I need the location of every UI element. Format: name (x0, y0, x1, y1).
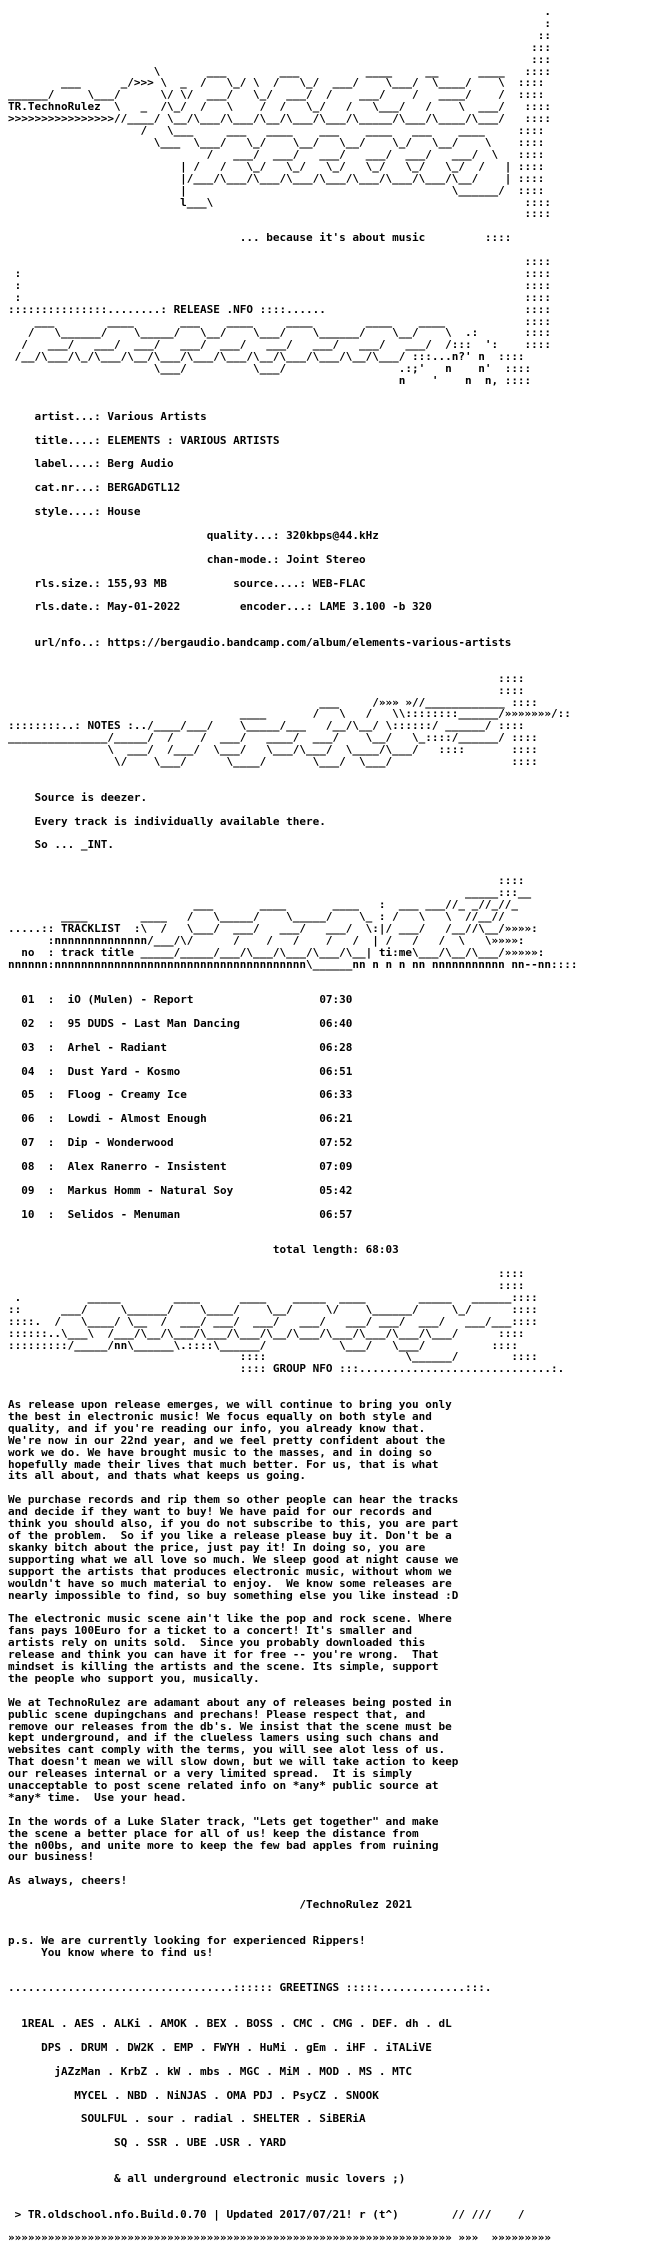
greetings-header: ..................................:::::: GREETINGS :::::.............:::. (8, 1981, 492, 1995)
greetings-line: SOULFUL . sour . radial . SHELTER . SiBERiA (8, 2112, 366, 2126)
track-row: 02 : 95 DUDS - Last Man Dancing 06:40 (21, 1017, 353, 1031)
greetings-line: 1REAL . AES . ALKi . AMOK . BEX . BOSS . CMC . CMG . DEF. dh . dL (8, 2017, 452, 2031)
greetings-line: jAZzMan . KrbZ . kW . mbs . MGC . MiM . MOD . MS . MTC (8, 2064, 412, 2078)
group-paragraph: In the words of a Luke Slater track, "Lets get together" and make the scene a better place for all of us! keep the distance from the n00bs, and unite more to keep the few bad apples from ruining our business! (8, 1814, 439, 1864)
greetings-line: MYCEL . NBD . NiNJAS . OMA PDJ . PsyCZ . SNOOK (8, 2088, 379, 2102)
track-row: 04 : Dust Yard - Kosmo 06:51 (21, 1064, 353, 1078)
track-title: Dip - Wonderwood (67, 1136, 174, 1150)
release-url-link[interactable]: https://bergaudio.bandcamp.com/album/elements-various-artists (107, 636, 512, 650)
group-paragraph: As release upon release emerges, we will continue to bring you only the best in electronic music! We focus equally on both style and quality, and if you're reading our info, you already know that. We're now in our 22nd year, and we feel pretty confident about the work we do. We have brought music to the masses, and in doing so hopefully made their lives that much better. For us, that is what its all about, and thats what keeps us going. (8, 1398, 452, 1483)
track-row: 10 : Selidos - Menuman 06:57 (21, 1207, 353, 1221)
track-row: 01 : iO (Mulen) - Report 07:30 (21, 993, 353, 1007)
nfo-document (8, 6, 578, 2244)
field-url: url/nfo..: https://bergaudio.bandcamp.com/album/elements-various-artists (34, 636, 512, 650)
track-time: 06:40 (319, 1017, 353, 1031)
track-title: Alex Ranerro - Insistent (67, 1159, 227, 1173)
release-section-art: :::: : :::: : :::: : :::: :::::::::::::::........: RELEASE .NFO ::::...... :::: ___ ____ ___ ____ ____ ____ ____ :::: / \______/ \_____/ \__/ \___/ \______/ \__/ \ .: :::: / ___/ ___/ ___/ ___/ ___/ ___/ ___/ ___/ ___/ /::: ': :::: /__/\___/\_/\___/\__/\___/\___/\___/\__/\___/\___/\__/\___/ :::...n?' n :::: \___/ \___/ .:;' n n' :::: n ' n n, :::: (8, 255, 552, 388)
track-time: 07:09 (319, 1159, 353, 1173)
track-row: 09 : Markus Homm - Natural Soy 05:42 (21, 1183, 353, 1197)
group-section-art: :::: :::: . _____ ____ ____ _____ ____ _____ ______:::: :: ___/ \______/ \____/ \__/ \/ \______/ \_/ :::: ::::. / \____/ \__ / ___/ ___/ ___/ ___/ ___/ ___/ ___/ ___/___:::: ::::::..\___\ /___/\__/\___/\___/\___/\__/\___/\___/\___/\___/\___/ :::: :::::::::/_____/nn\______\.::::\______/ \___/ \___/ :::: :::: \______/ :::: :::: GROUP NFO :::.............................:. (8, 1267, 565, 1376)
footer-bar: »»»»»»»»»»»»»»»»»»»»»»»»»»»»»»»»»»»»»»»»»»»»»»»»»»»»»»»»»»»»»»»»»»» »»» »»»»»»»»» (8, 2231, 552, 2244)
track-title: Markus Homm - Natural Soy (67, 1183, 234, 1197)
track-time: 06:57 (319, 1207, 353, 1221)
field-source: rls.size.: 155,93 MB source....: WEB-FLAC (34, 576, 366, 590)
tagline: ... because it's about music :::: (8, 231, 512, 245)
ps-note: p.s. We are currently looking for experienced Rippers! You know where to find us! (8, 1933, 366, 1959)
greetings-line: SQ . SSR . UBE .USR . YARD (8, 2136, 287, 2150)
tracklist-section-art: :::: _____:::__ ___ ____ ____ : ___ ___//_ _//_//_ ____ ____ / \_____/ \_____/ \_ : / \ \ //__// .....:: TRACKLIST :\ / \___/ ___/ ___/ ___/ \:|/ ___/ /__//\__/»»»»: :nnnnnnnnnnnnnn/___/\/ / / / / / | / / / \ \»»»»: no : track title _____/_____/___/\___/\___/\___/\__| ti:me\___/\__/\___/»»»»»: nnnnnn:nnnnnnnnnnnnnnnnnnnnnnnnnnnnnnnnnnnnnn\______nn n n n nn nnnnnnnnnnn nn--nn:::: (8, 874, 578, 971)
field-chan-mode: chan-mode.: Joint Stereo (206, 552, 366, 566)
field-encoder: rls.date.: May-01-2022 encoder...: LAME 3.100 -b 320 (34, 600, 432, 614)
total-length: total length: 68:03 (272, 1243, 399, 1257)
track-row: 08 : Alex Ranerro - Insistent 07:09 (21, 1159, 353, 1173)
track-time: 07:52 (319, 1136, 353, 1150)
field-catnr: cat.nr...: BERGADGTL12 (34, 481, 181, 495)
notes-line: Every track is individually available there. (34, 814, 326, 828)
track-title: Arhel - Radiant (67, 1040, 167, 1054)
field-quality: quality...: 320kbps@44.kHz (206, 528, 379, 542)
track-time: 06:21 (319, 1112, 353, 1126)
track-time: 05:42 (319, 1183, 353, 1197)
group-paragraph: We purchase records and rip them so other people can hear the tracks and decide if they want to buy! We have paid for our records and think you should also, if you do not subscribe to this, you are part of the problem. So if you like a release please buy it. Don't be a skanky bitch about the price, just pay it! In doing so, you are supporting what we all love so much. We sleep good at night cause we support the artists that produces electronic music, without whom we wouldn't have so much material to enjoy. We know some releases are nearly impossible to find, so buy something else you like instead :D (8, 1493, 459, 1602)
track-number: 06 (21, 1112, 35, 1126)
track-number: 01 (21, 993, 35, 1007)
greetings-outro: & all underground electronic music lovers ;) (113, 2171, 406, 2185)
field-artist: artist...: Various Artists (34, 409, 207, 423)
track-row: 03 : Arhel - Radiant 06:28 (21, 1040, 353, 1054)
track-title: Floog - Creamy Ice (67, 1088, 187, 1102)
track-time: 06:33 (319, 1088, 353, 1102)
header-logo-art: . : :: ::: ::: \ ___ ___ ____ __ ____ :::: ___ _/>>> \ _ / \_/ \ / \_/ ___/ \___/ \____/ \ :::: ______/ \___/ \/ \/ ___/ \_/ ___/ / ___/ / ____/ / :::: TR.TechnoRulez \ _ /\_/ / \ / / \_/ / \___/ / \ ___/ :::: >>>>>>>>>>>>>>>>//____/ \__/\___/\___/\__/\___/\___/\_____/\___/\____/\___/ :::: / \___ ___ ____ ___ ____ ___ ____ :::: \___ \___/ \_/ \__/ \__/ \_/ \__/ \ :::: / ___/ ___/ ___/ ___/ ___/ ___/ \ :::: | / / \_/ \_/ \_/ \_/ \_/ \_/ / | :::: |/___/\___/\___/\___/\___/\___/\___/\___/\__/ | :::: | \______/ :::: l___\ :::: :::: (8, 5, 552, 221)
footer-line: > TR.oldschool.nfo.Build.0.70 | Updated 2017/07/21! r (t^) // /// / (8, 2207, 525, 2221)
track-title: iO (Mulen) - Report (67, 993, 194, 1007)
field-label: label....: Berg Audio (34, 457, 174, 471)
group-paragraph: We at TechnoRulez are adamant about any of releases being posted in public scene dupingchans and prechans! Please respect that, and remove our releases from the db's. We insist that the scene must be kept underground, and if the clueless lamers using such chans and websites cant comply with the terms, you will see alot less of us. That doesn't mean we will slow down, but we will take action to keep our releases internal or a very limited spread. It is simply unacceptable to post scene related info on *any* public source at *any* time. Use your head. (8, 1695, 459, 1804)
field-title: title....: ELEMENTS : VARIOUS ARTISTS (34, 433, 280, 447)
track-number: 02 (21, 1017, 35, 1031)
track-number: 09 (21, 1183, 35, 1197)
track-number: 03 (21, 1040, 35, 1054)
track-title: Dust Yard - Kosmo (67, 1064, 181, 1078)
track-row: 06 : Lowdi - Almost Enough 06:21 (21, 1112, 353, 1126)
notes-line: So ... _INT. (34, 838, 114, 852)
track-time: 06:28 (319, 1040, 353, 1054)
track-title: Lowdi - Almost Enough (67, 1112, 207, 1126)
tracklist-table (8, 994, 578, 1220)
track-number: 04 (21, 1064, 35, 1078)
track-number: 08 (21, 1159, 35, 1173)
notes-section-art: :::: :::: ___ /»»» »//____________ :::: ____ / \ / \\::::::::______/»»»»»»»/:: ::::::::..: NOTES :../____/___/ \_____/___ /__/\__/ \::::::/ ______/ :::: _______________/_____/ / / ___/ ____/ ___/ \__/ \_::::/______/ :::: \ ___/ /___/ \___/ \___/\___/ \____/\___/ :::: :::: \/ \___/ \____/ \___/ \___/ :::: (8, 671, 571, 769)
group-paragraph: The electronic music scene ain't like the pop and rock scene. Where fans pays 100Euro for a ticket to a concert! It's smaller and artists rely on units sold. Since you probably downloaded this release and think you can have it for free -- you're wrong. That mindset is killing the artists and the scene. Its simple, support the people who support you, musically. (8, 1612, 452, 1685)
group-paragraph: As always, cheers! (8, 1874, 128, 1888)
greetings-line: DPS . DRUM . DW2K . EMP . FWYH . HuMi . gEm . iHF . iTALiVE (8, 2040, 432, 2054)
track-number: 05 (21, 1088, 35, 1102)
notes-line: Source is deezer. (34, 790, 148, 804)
field-style: style....: House (34, 505, 141, 519)
track-time: 06:51 (319, 1064, 353, 1078)
track-row: 07 : Dip - Wonderwood 07:52 (21, 1136, 353, 1150)
track-time: 07:30 (319, 993, 353, 1007)
track-title: 95 DUDS - Last Man Dancing (67, 1017, 240, 1031)
track-row: 05 : Floog - Creamy Ice 06:33 (21, 1088, 353, 1102)
track-number: 07 (21, 1136, 35, 1150)
total-length-value: 68:03 (365, 1243, 399, 1257)
track-title: Selidos - Menuman (67, 1207, 181, 1221)
track-number: 10 (21, 1207, 35, 1221)
signature: /TechnoRulez 2021 (299, 1898, 412, 1912)
